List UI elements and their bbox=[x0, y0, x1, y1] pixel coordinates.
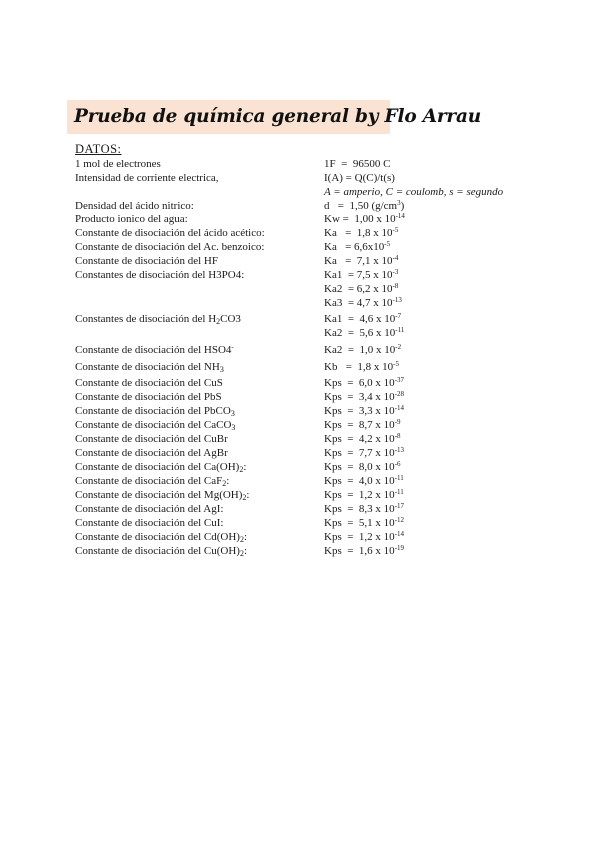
row-value-exponent: -28 bbox=[394, 390, 405, 398]
row-label bbox=[75, 544, 247, 558]
data-row bbox=[0, 460, 600, 474]
row-value-text: Kps = 3,3 x 10 bbox=[324, 405, 395, 417]
row-label-text: Constante de disociación del HF bbox=[75, 255, 218, 267]
row-label-text: Constante de disociación del PbCO bbox=[75, 405, 231, 417]
row-label-text: Constante de disociación del CaF bbox=[75, 475, 223, 487]
row-value-exponent: -19 bbox=[394, 544, 405, 552]
row-value-text: Kps = 8,7 x 10 bbox=[324, 419, 395, 431]
row-value-exponent: -11 bbox=[394, 488, 404, 496]
data-row bbox=[0, 404, 600, 418]
row-label bbox=[75, 390, 222, 404]
row-value bbox=[324, 360, 399, 374]
row-value-text: Ka3 = 4,7 x 10 bbox=[324, 297, 393, 309]
row-label-text: Densidad del ácido nitrico: bbox=[75, 200, 194, 212]
row-label-subscript: 2 bbox=[239, 535, 244, 544]
row-label bbox=[75, 343, 234, 357]
row-value-exponent: 3 bbox=[397, 199, 401, 207]
row-value-exponent: -14 bbox=[394, 404, 405, 412]
data-row bbox=[0, 343, 600, 357]
row-label bbox=[75, 516, 223, 530]
row-label-subscript: 2 bbox=[239, 465, 244, 474]
row-value bbox=[324, 460, 401, 474]
data-row bbox=[0, 516, 600, 530]
row-value-exponent: -12 bbox=[394, 516, 405, 524]
row-label-subscript: 2 bbox=[239, 549, 244, 558]
row-label-subscript: 2 bbox=[222, 479, 227, 488]
row-label bbox=[75, 474, 229, 488]
section-heading-datos: DATOS: bbox=[75, 142, 122, 156]
row-value-text: Kps = 8,0 x 10 bbox=[324, 461, 395, 473]
row-value-text: Kps = 7,7 x 10 bbox=[324, 447, 395, 459]
row-value bbox=[324, 282, 398, 296]
row-value-text: 1F = 96500 C bbox=[324, 158, 391, 170]
row-value bbox=[324, 171, 395, 185]
data-row bbox=[0, 418, 600, 432]
row-label bbox=[75, 157, 161, 171]
row-label-tail: CO3 bbox=[220, 313, 241, 325]
row-label bbox=[75, 199, 194, 213]
row-value-text: Kps = 1,2 x 10 bbox=[324, 531, 395, 543]
row-value-text: Ka2 = 1,0 x 10 bbox=[324, 344, 396, 356]
row-value-exponent: -6 bbox=[394, 460, 401, 468]
row-label-text: Constante de disociación del AgBr bbox=[75, 447, 228, 459]
data-row bbox=[0, 254, 600, 268]
row-value bbox=[324, 226, 398, 240]
data-row bbox=[0, 390, 600, 404]
row-value bbox=[324, 268, 398, 282]
row-value-text: Kps = 5,1 x 10 bbox=[324, 517, 395, 529]
row-value bbox=[324, 488, 404, 502]
row-value bbox=[324, 544, 404, 558]
row-value-exponent: -5 bbox=[384, 240, 391, 248]
data-row bbox=[0, 185, 600, 199]
row-label bbox=[75, 502, 223, 516]
data-row bbox=[0, 268, 600, 282]
row-value bbox=[324, 254, 398, 268]
row-label-text: Constante de disociación del AgI: bbox=[75, 503, 224, 515]
row-value-text: Ka1 = 7,5 x 10 bbox=[324, 269, 393, 281]
row-label bbox=[75, 418, 235, 432]
row-value-exponent: -5 bbox=[392, 226, 399, 234]
row-label-text: Constante de disociación del CaCO bbox=[75, 419, 232, 431]
row-label bbox=[75, 254, 218, 268]
row-label bbox=[75, 268, 244, 282]
row-value-exponent: -2 bbox=[395, 343, 402, 351]
row-value-exponent: -7 bbox=[395, 312, 402, 320]
row-label bbox=[75, 212, 188, 226]
row-label-text: Constante de disociación del Ca(OH) bbox=[75, 461, 240, 473]
row-value-exponent: -17 bbox=[394, 502, 405, 510]
row-value bbox=[324, 376, 404, 390]
data-row bbox=[0, 432, 600, 446]
row-label-tail: : bbox=[243, 461, 247, 473]
row-label bbox=[75, 432, 228, 446]
row-value-text: Ka1 = 4,6 x 10 bbox=[324, 313, 396, 325]
data-row bbox=[0, 157, 600, 171]
data-row bbox=[0, 212, 600, 226]
row-value-exponent: -13 bbox=[394, 446, 405, 454]
row-label-text: Producto ionico del agua: bbox=[75, 213, 188, 225]
row-value-exponent: -5 bbox=[393, 360, 399, 368]
row-label-text: Constante de disociación del PbS bbox=[75, 391, 222, 403]
row-value bbox=[324, 432, 401, 446]
row-label-text: Constante de disociación del Mg(OH) bbox=[75, 489, 243, 501]
row-value-exponent: -13 bbox=[392, 296, 402, 304]
row-value-text: Kps = 3,4 x 10 bbox=[324, 391, 395, 403]
data-row bbox=[0, 312, 600, 326]
data-row bbox=[0, 171, 600, 185]
row-label-text: 1 mol de electrones bbox=[75, 158, 161, 170]
row-label bbox=[75, 446, 228, 460]
data-row bbox=[0, 199, 600, 213]
row-label bbox=[75, 226, 265, 240]
row-value-exponent: -3 bbox=[392, 268, 399, 276]
row-value-exponent: -8 bbox=[392, 282, 399, 290]
row-label-tail: : bbox=[246, 489, 250, 501]
row-value-exponent: -14 bbox=[394, 530, 405, 538]
row-value-text: Kps = 4,2 x 10 bbox=[324, 433, 395, 445]
data-row bbox=[0, 226, 600, 240]
row-value bbox=[324, 326, 404, 340]
row-label-superscript: - bbox=[231, 343, 234, 351]
row-value bbox=[324, 199, 404, 213]
row-value-exponent: -8 bbox=[394, 432, 401, 440]
row-label-text: Constante de disociación del ácido acético: bbox=[75, 227, 265, 239]
row-label-text: Constante de disociación del CuS bbox=[75, 377, 223, 389]
row-value bbox=[324, 157, 390, 171]
row-label bbox=[75, 460, 246, 474]
row-value-exponent: -9 bbox=[394, 418, 401, 426]
row-value-text: Ka2 = 6,2 x 10 bbox=[324, 283, 393, 295]
row-value-text: Ka2 = 5,6 x 10 bbox=[324, 327, 396, 339]
row-value-text: Kps = 6,0 x 10 bbox=[324, 377, 395, 389]
data-row bbox=[0, 446, 600, 460]
data-row bbox=[0, 376, 600, 390]
row-label-subscript: 3 bbox=[219, 365, 224, 374]
row-label-text: Constante de disociación del Ac. benzoico: bbox=[75, 241, 265, 253]
row-value-text: d = 1,50 (g/cm bbox=[324, 200, 398, 212]
row-value bbox=[324, 343, 401, 357]
row-label bbox=[75, 240, 264, 254]
page-title: Prueba de química general by Flo Arrau bbox=[74, 106, 481, 127]
data-row bbox=[0, 326, 600, 340]
row-value bbox=[324, 404, 404, 418]
data-row bbox=[0, 488, 600, 502]
data-row bbox=[0, 282, 600, 296]
data-row bbox=[0, 474, 600, 488]
row-value-tail: ) bbox=[400, 200, 405, 212]
row-label-tail: : bbox=[243, 531, 248, 543]
row-label-text: Constante de disociación del HSO4 bbox=[75, 344, 232, 356]
row-value-exponent: -11 bbox=[395, 326, 405, 334]
data-row bbox=[0, 530, 600, 544]
row-value bbox=[324, 296, 402, 310]
data-row bbox=[0, 544, 600, 558]
row-label-text: Constante de disociación del Cd(OH) bbox=[75, 531, 240, 543]
data-row bbox=[0, 360, 600, 374]
row-label bbox=[75, 530, 247, 544]
row-label-subscript: 2 bbox=[216, 317, 221, 326]
row-value-exponent: -37 bbox=[394, 376, 405, 384]
row-label-subscript: 3 bbox=[230, 409, 235, 418]
row-label bbox=[75, 376, 223, 390]
row-value-text: Kb = 1,8 x 10 bbox=[324, 361, 394, 373]
row-label-tail: : bbox=[226, 475, 230, 487]
row-value bbox=[324, 240, 390, 254]
row-value-exponent: -14 bbox=[395, 212, 405, 220]
row-value bbox=[324, 418, 401, 432]
row-value bbox=[324, 474, 404, 488]
row-label-text: Intensidad de corriente electrica, bbox=[75, 172, 219, 184]
row-value-text: Kw = 1,00 x 10 bbox=[324, 213, 396, 225]
row-value bbox=[324, 390, 404, 404]
row-value-text: Ka = 7,1 x 10 bbox=[324, 255, 393, 267]
row-label-text: Constante de disociación del NH bbox=[75, 361, 220, 373]
row-label bbox=[75, 488, 249, 502]
row-value bbox=[324, 446, 404, 460]
row-label-tail: : bbox=[243, 545, 248, 557]
row-value-exponent: -11 bbox=[394, 474, 404, 482]
row-label bbox=[75, 360, 224, 374]
row-label-subscript: 3 bbox=[231, 423, 236, 432]
row-label bbox=[75, 171, 219, 185]
row-label-text: Constantes de disociación del H bbox=[75, 313, 217, 325]
row-label-subscript: 2 bbox=[242, 493, 247, 502]
row-label-text: Constantes de disociación del H3PO4: bbox=[75, 269, 245, 281]
row-label-text: Constante de disociación del Cu(OH) bbox=[75, 545, 240, 557]
row-value-text: Kps = 1,6 x 10 bbox=[324, 545, 395, 557]
data-row bbox=[0, 240, 600, 254]
data-row bbox=[0, 296, 600, 310]
row-value-exponent: -4 bbox=[392, 254, 399, 262]
row-value bbox=[324, 530, 404, 544]
row-label bbox=[75, 404, 235, 418]
row-value-text: I(A) = Q(C)/t(s) bbox=[324, 172, 395, 184]
row-value-text: Ka = 6,6x10 bbox=[324, 241, 385, 253]
row-value bbox=[324, 502, 404, 516]
unit-note: A = amperio, C = coulomb, s = segundo bbox=[324, 186, 504, 198]
row-label-text: Constante de disociación del CuBr bbox=[75, 433, 228, 445]
row-value bbox=[324, 212, 405, 226]
row-value bbox=[324, 312, 401, 326]
row-value-text: Kps = 1,2 x 10 bbox=[324, 489, 395, 501]
row-label bbox=[75, 312, 241, 326]
row-value bbox=[324, 516, 404, 530]
row-value-text: Kps = 8,3 x 10 bbox=[324, 503, 395, 515]
row-label-text: Constante de disociación del CuI: bbox=[75, 517, 224, 529]
row-value-text: Kps = 4,0 x 10 bbox=[324, 475, 395, 487]
data-row bbox=[0, 502, 600, 516]
row-value-text: Ka = 1,8 x 10 bbox=[324, 227, 393, 239]
